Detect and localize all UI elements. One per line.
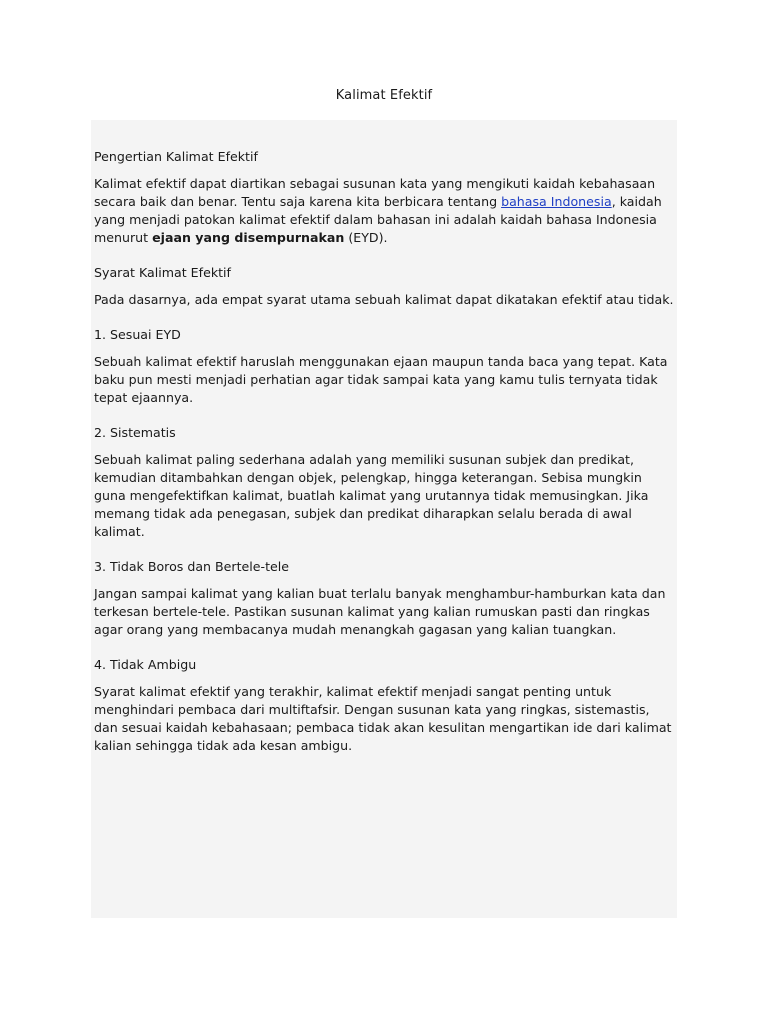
section-paragraph-sistematis: Sebuah kalimat paling sederhana adalah yang memiliki susunan subjek dan predikat, kemudian ditambahkan dengan objek, pelengkap, hingga keterangan. Sebisa mungkin guna mengefektifkan kalimat, buatlah kalimat yang urutannya tidak memusingkan. Jika memang tidak ada penegasan, subjek dan predikat diharapkan selalu berada di awal kalimat. [94, 452, 649, 539]
section-paragraph-tidak-ambigu: Syarat kalimat efektif yang terakhir, kalimat efektif menjadi sangat penting untuk menghindari pembaca dari multiftafsir. Dengan susunan kata yang ringkas, sistemastis, dan sesuai kaidah kebahasaan; pembaca tidak akan kesulitan mengartikan ide dari kalimat kalian sehingga tidak ada kesan ambigu. [94, 684, 672, 753]
section-paragraph-syarat: Pada dasarnya, ada empat syarat utama sebuah kalimat dapat dikatakan efektif atau tidak. [94, 292, 674, 307]
content-box [91, 120, 677, 918]
section-heading-sistematis: 2. Sistematis [94, 425, 176, 440]
section-heading-pengertian: Pengertian Kalimat Efektif [94, 149, 258, 164]
section-heading-tidak-boros: 3. Tidak Boros dan Bertele-tele [94, 559, 290, 574]
section-paragraph-sesuai-eyd: Sebuah kalimat efektif haruslah menggunakan ejaan maupun tanda baca yang tepat. Kata baku pun mesti menjadi perhatian agar tidak sampai kata yang kamu tulis ternyata tidak tepat ejaannya. [94, 354, 668, 405]
section-heading-syarat: Syarat Kalimat Efektif [94, 265, 231, 280]
paragraph-text: Kalimat efektif dapat diartikan sebagai susunan kata yang mengikuti kaidah kebahasaan secara baik dan benar. Tentu saja karena kita berbicara tentang [94, 176, 656, 209]
bahasa-indonesia-link[interactable]: bahasa Indonesia [501, 194, 612, 209]
section-paragraph-tidak-boros: Jangan sampai kalimat yang kalian buat terlalu banyak menghambur-hamburkan kata dan terkesan bertele-tele. Pastikan susunan kalimat yang kalian rumuskan pasti dan ringkas agar orang yang membacanya mudah menangkah gagasan yang kalian tuangkan. [94, 586, 666, 637]
section-heading-tidak-ambigu: 4. Tidak Ambigu [94, 657, 197, 672]
page-title: Kalimat Efektif [335, 88, 433, 103]
paragraph-text: (EYD). [344, 230, 388, 245]
bold-term-eyd: ejaan yang disempurnakan [152, 230, 345, 245]
section-paragraph-pengertian [94, 175, 677, 247]
content-body [94, 148, 677, 772]
paragraph-text: , kaidah yang menjadi patokan kalimat efektif dalam bahasan ini adalah kaidah bahasa Indonesia menurut [94, 194, 662, 245]
section-heading-sesuai-eyd: 1. Sesuai EYD [94, 327, 181, 342]
